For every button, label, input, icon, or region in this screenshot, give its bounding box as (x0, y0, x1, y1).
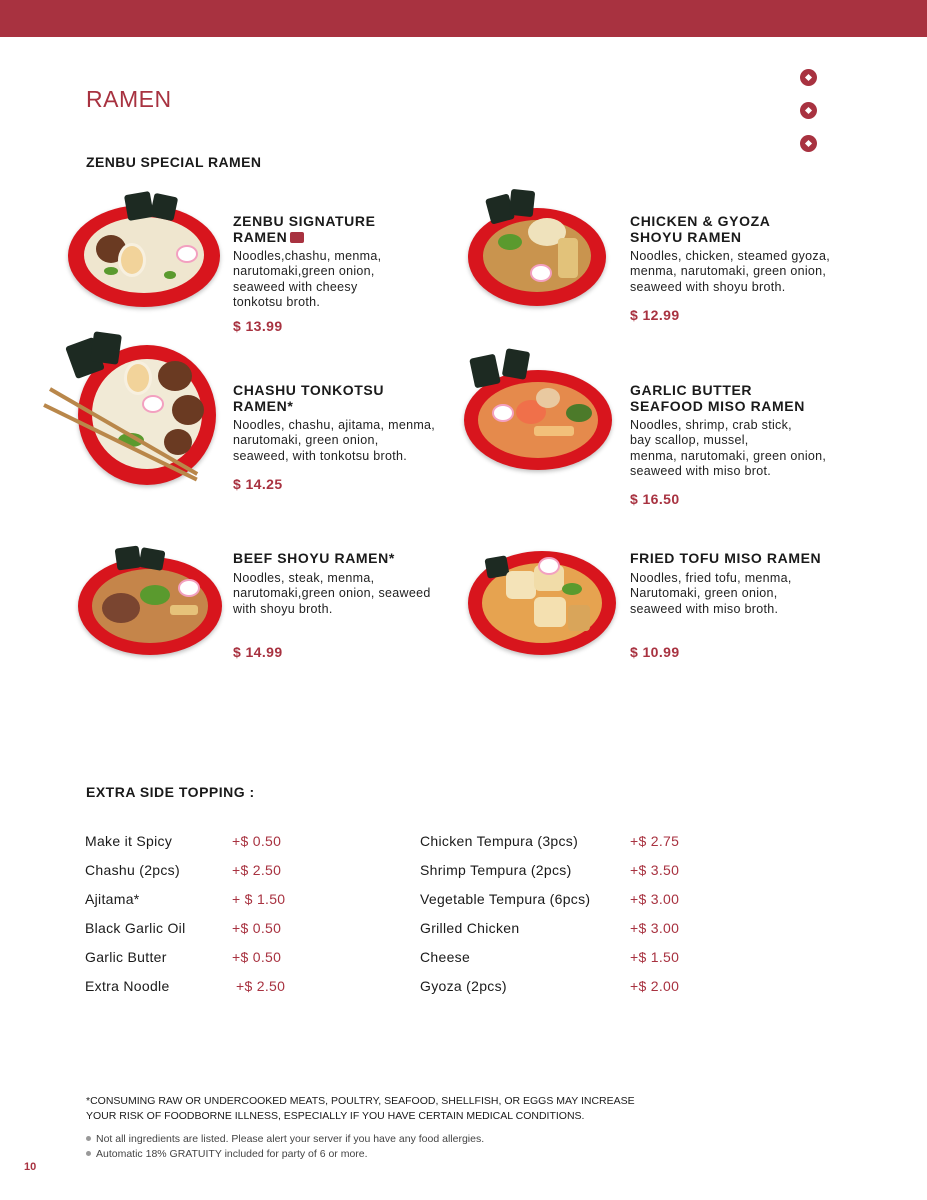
header-bar (0, 0, 927, 37)
topping-name: Extra Noodle (85, 978, 170, 994)
ramen-bowl-image (68, 205, 220, 307)
menu-item-price: $ 16.50 (630, 491, 680, 507)
topping-name: Chashu (2pcs) (85, 862, 180, 878)
menu-item-description: Noodles, chicken, steamed gyoza, menma, narutomaki, green onion, seaweed with shoyu broth. (630, 249, 830, 294)
topping-price: +$ 2.00 (630, 978, 680, 994)
topping-price: +$ 3.00 (630, 891, 680, 907)
ramen-bowl-image (78, 557, 222, 655)
ramen-bowl-image (464, 370, 612, 470)
topping-name: Black Garlic Oil (85, 920, 186, 936)
menu-item-price: $ 12.99 (630, 307, 680, 323)
menu-item-description: Noodles,chashu, menma, narutomaki,green onion, seaweed with cheesy tonkotsu broth. (233, 249, 382, 309)
menu-item-name: FRIED TOFU MISO RAMEN (630, 550, 822, 566)
menu-item-description: Noodles, fried tofu, menma, Narutomaki, green onion, seaweed with miso broth. (630, 571, 792, 616)
menu-item-price: $ 13.99 (233, 318, 283, 334)
topping-name: Cheese (420, 949, 471, 965)
topping-name: Gyoza (2pcs) (420, 978, 507, 994)
allergy-note: Not all ingredients are listed. Please alert your server if you have any food allergies. (86, 1133, 484, 1145)
menu-item-price: $ 10.99 (630, 644, 680, 660)
subsection-title: ZENBU SPECIAL RAMEN (86, 154, 262, 170)
toppings-title: EXTRA SIDE TOPPING : (86, 784, 255, 800)
bullet-icon (86, 1151, 91, 1156)
menu-item-name: BEEF SHOYU RAMEN* (233, 550, 395, 566)
topping-price: +$ 0.50 (232, 833, 282, 849)
menu-item-description: Noodles, steak, menma, narutomaki,green onion, seaweed with shoyu broth. (233, 571, 431, 616)
topping-name: Make it Spicy (85, 833, 173, 849)
diamond-dot-icon[interactable] (800, 69, 817, 86)
menu-item-description: Noodles, chashu, ajitama, menma, narutomaki, green onion, seaweed, with tonkotsu broth. (233, 418, 436, 463)
topping-price: +$ 0.50 (232, 920, 282, 936)
diamond-dot-icon[interactable] (800, 135, 817, 152)
topping-name: Shrimp Tempura (2pcs) (420, 862, 572, 878)
topping-price: +$ 3.00 (630, 920, 680, 936)
ramen-bowl-image (468, 551, 616, 655)
topping-price: +$ 2.75 (630, 833, 680, 849)
topping-price: +$ 2.50 (232, 862, 282, 878)
food-safety-disclaimer: *CONSUMING RAW OR UNDERCOOKED MEATS, POULTRY, SEAFOOD, SHELLFISH, OR EGGS MAY INCREASE YOUR RISK OF FOODBORNE ILLNESS, ESPECIALLY IF YOU HAVE CERTAIN MEDICAL CONDITIONS. (86, 1095, 635, 1122)
topping-price: +$ 0.50 (232, 949, 282, 965)
menu-item-name: ZENBU SIGNATURE RAMEN (233, 213, 376, 245)
menu-item-description: Noodles, shrimp, crab stick, bay scallop, mussel, menma, narutomaki, green onion, seaweed with miso brot. (630, 418, 827, 478)
topping-price: + $ 1.50 (232, 891, 286, 907)
menu-item-name: CHICKEN & GYOZA SHOYU RAMEN (630, 213, 771, 245)
menu-item-price: $ 14.25 (233, 476, 283, 492)
topping-name: Garlic Butter (85, 949, 167, 965)
topping-price: +$ 2.50 (236, 978, 286, 994)
ramen-bowl-image (78, 345, 216, 485)
topping-price: +$ 1.50 (630, 949, 680, 965)
menu-item-name: CHASHU TONKOTSU RAMEN* (233, 382, 385, 414)
topping-price: +$ 3.50 (630, 862, 680, 878)
diamond-dot-icon[interactable] (800, 102, 817, 119)
page-nav-dots (800, 69, 818, 168)
topping-name: Ajitama* (85, 891, 140, 907)
menu-item-price: $ 14.99 (233, 644, 283, 660)
gratuity-note: Automatic 18% GRATUITY included for party of 6 or more. (86, 1148, 368, 1160)
ramen-bowl-image (468, 208, 606, 306)
menu-item-name: GARLIC BUTTER SEAFOOD MISO RAMEN (630, 382, 805, 414)
bullet-icon (86, 1136, 91, 1141)
section-title: RAMEN (86, 86, 172, 112)
topping-name: Chicken Tempura (3pcs) (420, 833, 579, 849)
topping-name: Grilled Chicken (420, 920, 520, 936)
thumbs-up-icon (290, 232, 304, 243)
topping-name: Vegetable Tempura (6pcs) (420, 891, 591, 907)
page-number: 10 (24, 1161, 37, 1173)
